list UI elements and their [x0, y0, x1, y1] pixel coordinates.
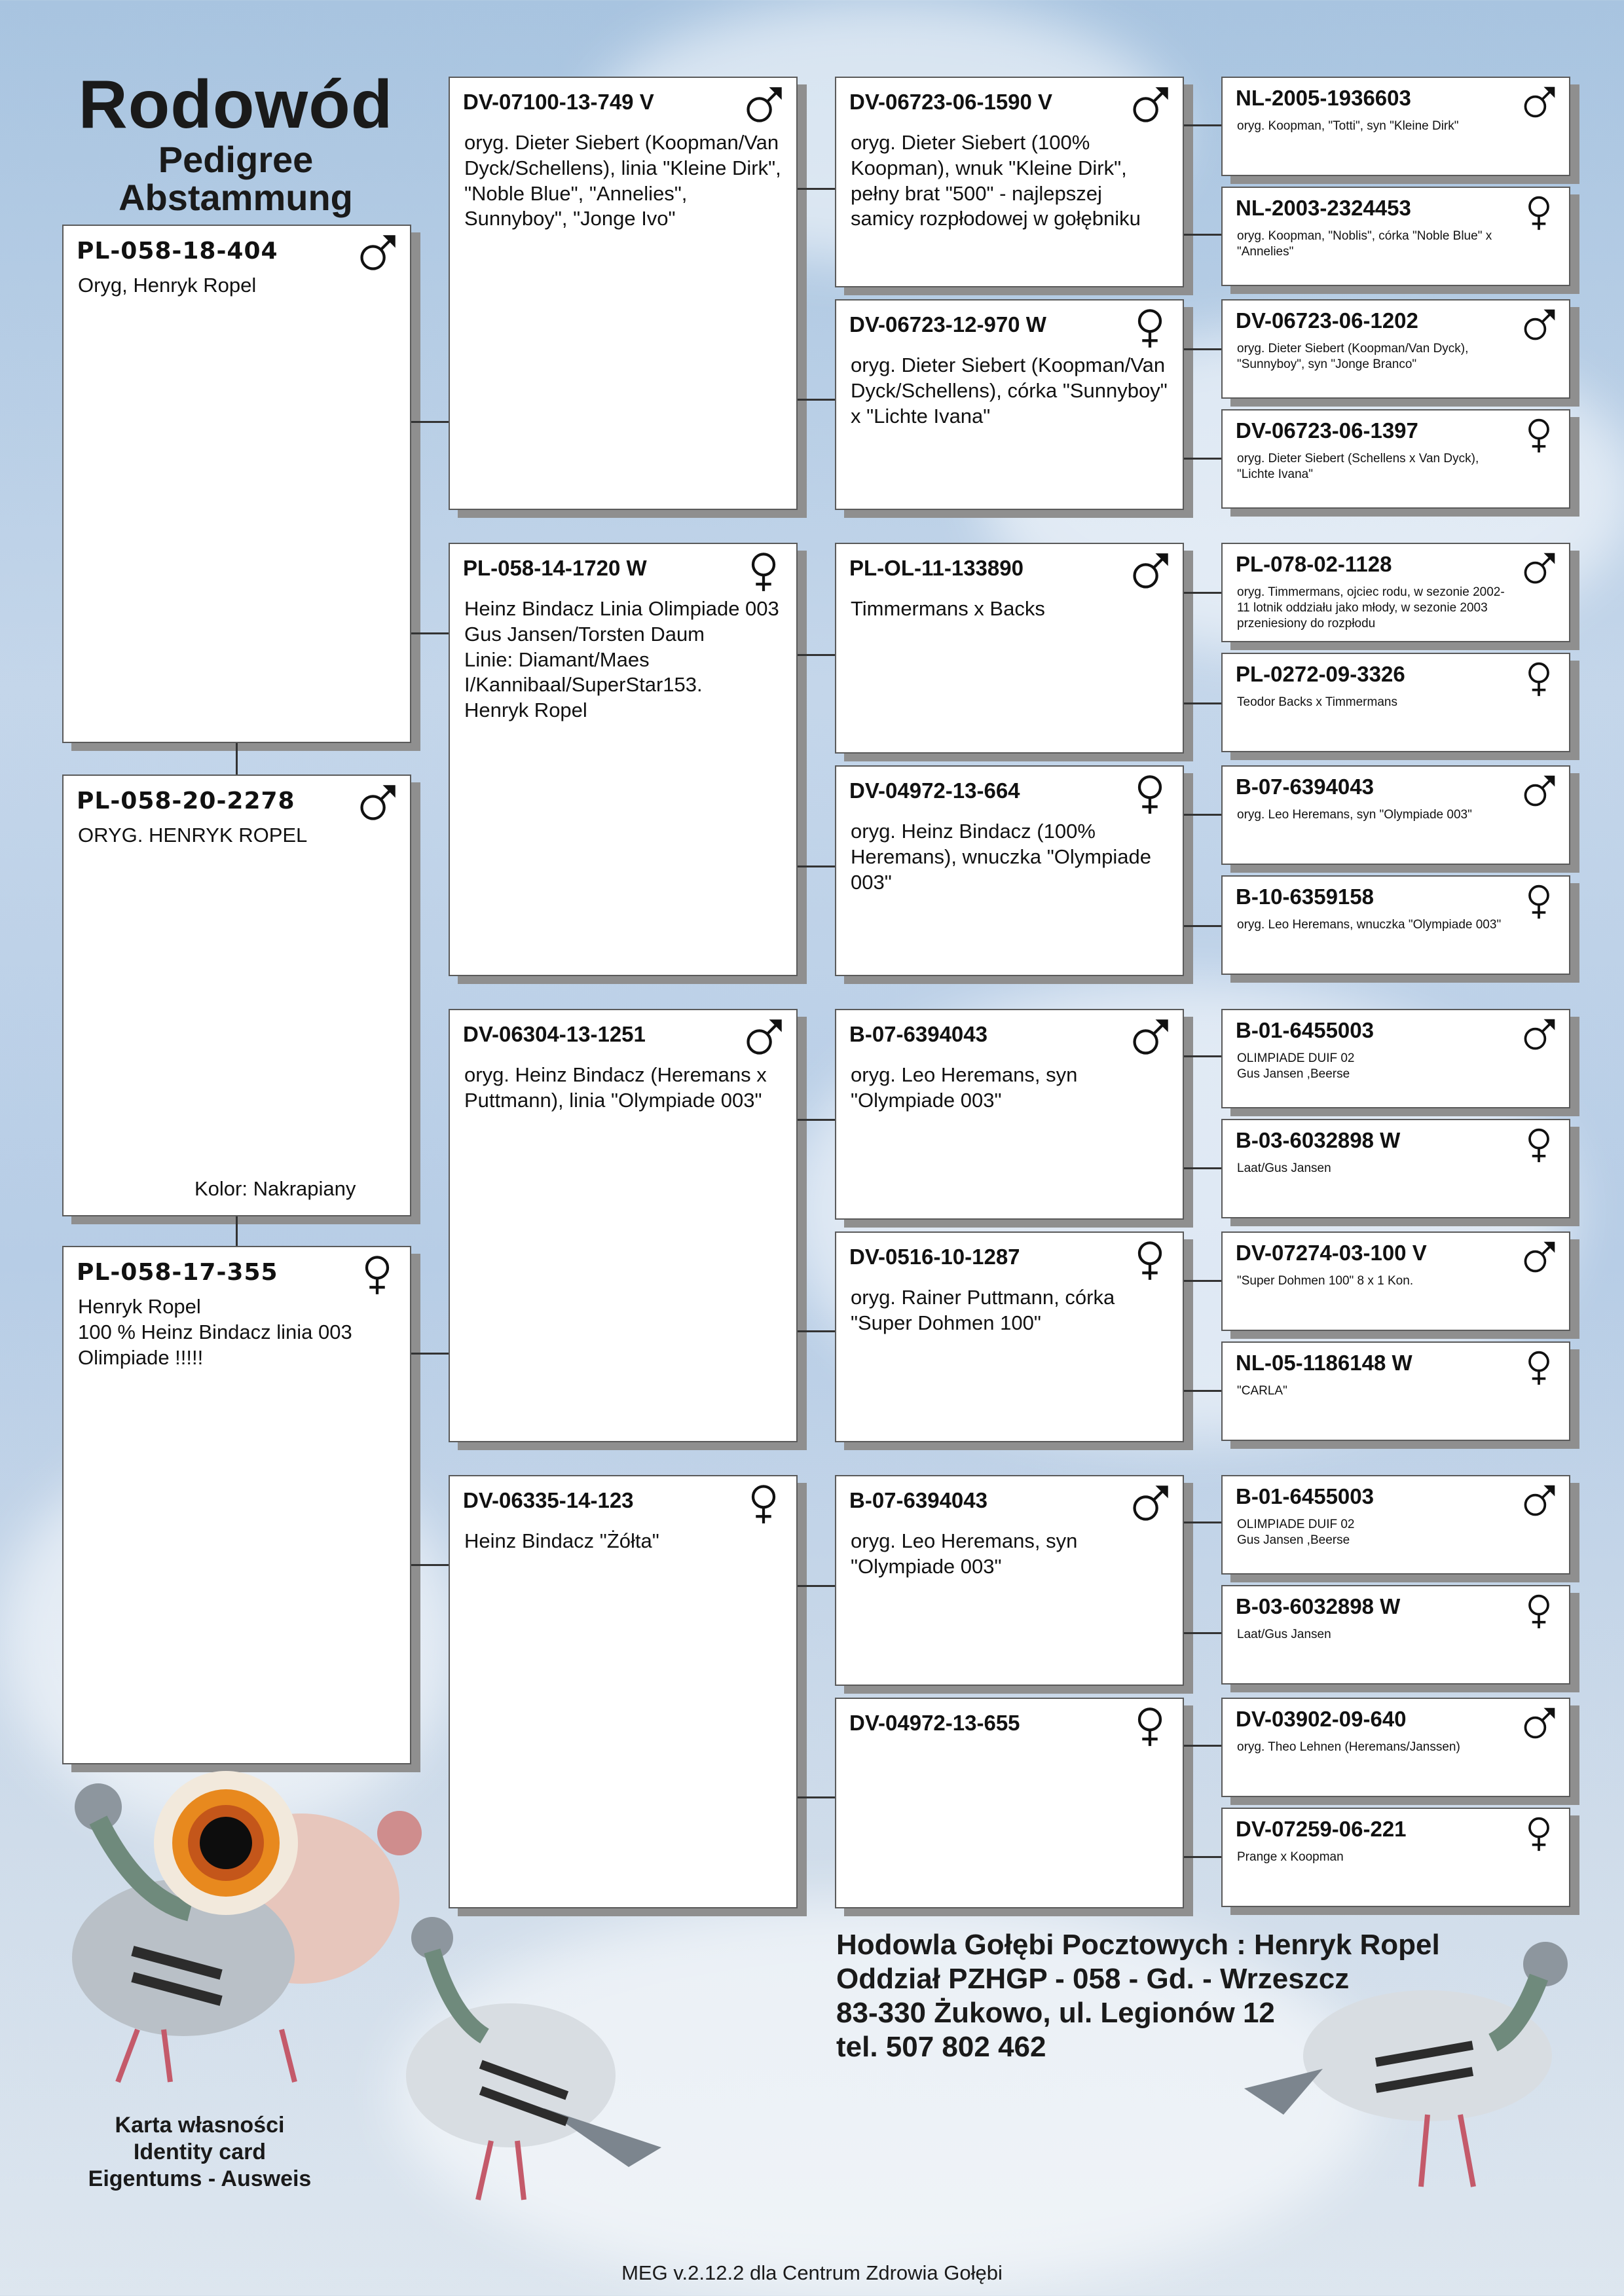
male-symbol-icon — [1521, 1483, 1557, 1523]
breeder-address — [836, 1928, 1440, 2064]
pigeon-description: oryg. Dieter Siebert (Koopman/Van Dyck), "Sunnyboy", syn "Jonge Branco" — [1237, 342, 1469, 371]
ring-number: PL-058-14-1720 W — [463, 556, 647, 580]
ring-number: DV-03902-09-640 — [1236, 1707, 1407, 1731]
pigeon-card-gen4[interactable] — [1221, 1341, 1570, 1441]
identity-line: Eigentums - Ausweis — [88, 2166, 312, 2191]
pigeon-description: ORYG. HENRYK ROPEL — [78, 824, 308, 847]
male-symbol-icon — [1129, 1017, 1171, 1062]
male-symbol-icon — [743, 1017, 784, 1062]
female-symbol-icon — [743, 1483, 784, 1528]
ring-number: B-07-6394043 — [849, 1022, 987, 1046]
connector-line — [1184, 1055, 1221, 1057]
pigeon-description: oryg. Leo Heremans, syn "Olympiade 003" — [851, 1529, 1078, 1578]
connector-line — [1184, 348, 1221, 350]
female-symbol-icon — [356, 1254, 398, 1299]
pigeon-description: OLIMPIADE DUIF 02 Gus Jansen ,Beerse — [1237, 1518, 1355, 1547]
connector-line — [1184, 458, 1221, 460]
pigeon-card-gen4[interactable] — [1221, 1698, 1570, 1797]
pigeon-card-gen4[interactable] — [1221, 1009, 1570, 1108]
ring-number: NL-2005-1936603 — [1236, 86, 1411, 110]
connector-line — [1184, 592, 1221, 594]
female-symbol-icon — [1521, 1127, 1557, 1167]
female-symbol-icon — [1521, 1349, 1557, 1389]
ring-number: DV-06723-12-970 W — [849, 312, 1046, 337]
connector-line — [798, 1796, 835, 1798]
ring-number: B-07-6394043 — [1236, 774, 1374, 799]
connector-line — [411, 632, 449, 634]
connector-line — [1184, 124, 1221, 126]
connector-line — [1184, 1280, 1221, 1282]
connector-line — [1184, 1390, 1221, 1392]
ring-number: B-07-6394043 — [849, 1488, 987, 1512]
pigeon-card-gen4[interactable] — [1221, 187, 1570, 286]
female-symbol-icon — [1521, 417, 1557, 457]
ring-number: DV-06335-14-123 — [463, 1488, 634, 1512]
pigeon-description: Prange x Koopman — [1237, 1850, 1344, 1864]
ring-number: DV-0516-10-1287 — [849, 1245, 1020, 1269]
ring-number: PL-058-20-2278 — [77, 788, 295, 814]
pigeon-description: oryg. Theo Lehnen (Heremans/Janssen) — [1237, 1740, 1460, 1754]
pigeon-description: Heinz Bindacz "Żółta" — [464, 1529, 659, 1552]
pigeon-card-gen4[interactable] — [1221, 653, 1570, 752]
ring-number: B-10-6359158 — [1236, 884, 1374, 909]
pigeon-description: oryg. Rainer Puttmann, córka "Super Dohmen 100" — [851, 1286, 1115, 1334]
male-symbol-icon — [1129, 84, 1171, 130]
pigeon-standing-illustration — [380, 1912, 668, 2213]
pigeon-description: oryg. Dieter Siebert (Koopman/Van Dyck/Schellens), linia "Kleine Dirk", "Noble Blue", "Annelies", Sunnyboy", "Jonge Ivo" — [464, 131, 781, 230]
connector-line — [1184, 1856, 1221, 1858]
connector-line — [1184, 814, 1221, 816]
connector-line — [1184, 1632, 1221, 1634]
pigeon-card-gen4[interactable] — [1221, 1475, 1570, 1575]
connector-line — [1184, 702, 1221, 704]
pigeon-card-gen3[interactable] — [835, 543, 1184, 754]
male-symbol-icon — [1521, 551, 1557, 591]
connector-line — [798, 1585, 835, 1587]
pigeon-description: oryg. Dieter Siebert (Koopman/Van Dyck/Schellens), córka "Sunnyboy" x "Lichte Ivana" — [851, 354, 1168, 428]
pigeon-card-gen4[interactable] — [1221, 1119, 1570, 1218]
identity-line: Identity card — [133, 2140, 267, 2164]
male-symbol-icon — [356, 232, 398, 278]
ring-number: DV-07259-06-221 — [1236, 1817, 1407, 1841]
ring-number: DV-06723-06-1590 V — [849, 90, 1053, 114]
connector-line — [1184, 234, 1221, 236]
pedigree-title — [52, 69, 419, 217]
pigeon-description: oryg. Leo Heremans, wnuczka "Olympiade 003" — [1237, 918, 1502, 932]
software-footer: MEG v.2.12.2 dla Centrum Zdrowia Gołębi — [621, 2261, 1003, 2284]
pigeon-description: Teodor Backs x Timmermans — [1237, 695, 1397, 709]
pigeon-card-gen3[interactable] — [835, 1475, 1184, 1686]
female-symbol-icon — [1521, 883, 1557, 923]
ring-number: NL-2003-2324453 — [1236, 196, 1411, 220]
ring-number: B-01-6455003 — [1236, 1018, 1374, 1042]
ring-number: B-01-6455003 — [1236, 1484, 1374, 1508]
ring-number: PL-058-18-404 — [77, 238, 278, 264]
ring-number: DV-06723-06-1397 — [1236, 418, 1418, 443]
connector-line — [411, 1564, 449, 1566]
female-symbol-icon — [1521, 1815, 1557, 1855]
female-symbol-icon — [1129, 307, 1171, 352]
pigeon-card-gen3[interactable] — [835, 77, 1184, 287]
breeder-line: 83-330 Żukowo, ul. Legionów 12 — [836, 1997, 1275, 2029]
ring-number: DV-07100-13-749 V — [463, 90, 654, 114]
ring-number: DV-07274-03-100 V — [1236, 1241, 1427, 1265]
connector-line — [798, 1330, 835, 1332]
pigeon-card-gen4[interactable] — [1221, 1808, 1570, 1907]
pigeon-description: "Super Dohmen 100" 8 x 1 Kon. — [1237, 1274, 1414, 1288]
male-symbol-icon — [1521, 773, 1557, 813]
pigeon-description: Laat/Gus Jansen — [1237, 1161, 1331, 1175]
ring-number: B-03-6032898 W — [1236, 1594, 1401, 1618]
pigeon-card-gen2[interactable] — [449, 543, 798, 976]
pigeon-description: oryg. Heinz Bindacz (Heremans x Puttmann), linia "Olympiade 003" — [464, 1063, 767, 1112]
female-symbol-icon — [1521, 194, 1557, 234]
pigeon-description: oryg. Leo Heremans, syn "Olympiade 003" — [851, 1063, 1078, 1112]
male-symbol-icon — [1129, 1483, 1171, 1528]
pigeon-eye-illustration — [59, 1768, 426, 2134]
pigeon-card-gen3[interactable] — [835, 1698, 1184, 1908]
pigeon-card-gen4[interactable] — [1221, 1585, 1570, 1685]
pigeon-description: oryg. Heinz Bindacz (100% Heremans), wnuczka "Olympiade 003" — [851, 820, 1151, 894]
breeder-line: Hodowla Gołębi Pocztowych : Henryk Ropel — [836, 1929, 1440, 1961]
connector-line — [798, 188, 835, 190]
pigeon-description: OLIMPIADE DUIF 02 Gus Jansen ,Beerse — [1237, 1051, 1355, 1081]
pigeon-description: oryg. Leo Heremans, syn "Olympiade 003" — [1237, 808, 1472, 822]
ring-number: NL-05-1186148 W — [1236, 1351, 1412, 1375]
male-symbol-icon — [1521, 1239, 1557, 1279]
pigeon-card-gen4[interactable] — [1221, 409, 1570, 509]
pigeon-card-gen3[interactable] — [835, 1231, 1184, 1442]
connector-line — [1184, 1522, 1221, 1523]
pigeon-card-gen3[interactable] — [835, 1009, 1184, 1220]
pigeon-description: Heinz Bindacz Linia Olimpiade 003 Gus Jansen/Torsten Daum Linie: Diamant/Maes I/Kannibaal/SuperStar153. Henryk Ropel — [464, 597, 779, 721]
male-symbol-icon — [1521, 84, 1557, 124]
pigeon-description: oryg. Dieter Siebert (100% Koopman), wnuk "Kleine Dirk", pełny brat "500" - najlepszej samicy rozpłodowej w gołębniku — [851, 131, 1141, 230]
pigeon-card-gen4[interactable] — [1221, 765, 1570, 865]
male-symbol-icon — [356, 782, 398, 828]
female-symbol-icon — [1129, 1239, 1171, 1285]
male-symbol-icon — [1129, 551, 1171, 596]
pigeon-description: oryg. Koopman, "Noblis", córka "Noble Blue" x "Annelies" — [1237, 229, 1492, 259]
pigeon-card-gen4[interactable] — [1221, 1231, 1570, 1331]
pigeon-description: Oryg, Henryk Ropel — [78, 274, 257, 297]
pigeon-card-gen4[interactable] — [1221, 875, 1570, 975]
connector-line — [411, 1353, 449, 1355]
pigeon-card-gen2[interactable] — [449, 1009, 798, 1442]
breeder-line: Oddział PZHGP - 058 - Gd. - Wrzeszcz — [836, 1963, 1350, 1995]
pigeon-card-gen2[interactable] — [449, 1475, 798, 1908]
ring-number: PL-078-02-1128 — [1236, 552, 1392, 576]
female-symbol-icon — [1129, 1705, 1171, 1751]
connector-line — [798, 866, 835, 867]
connector-line — [798, 1119, 835, 1121]
pigeon-description: Laat/Gus Jansen — [1237, 1628, 1331, 1641]
connector-line — [236, 743, 238, 774]
pigeon-description: "CARLA" — [1237, 1384, 1287, 1398]
connector-line — [798, 654, 835, 656]
pigeon-card-gen1[interactable] — [62, 225, 411, 743]
breeder-phone: tel. 507 802 462 — [836, 2031, 1046, 2063]
pigeon-description: oryg. Dieter Siebert (Schellens x Van Dyck), "Lichte Ivana" — [1237, 452, 1479, 481]
pigeon-card-gen2[interactable] — [449, 77, 798, 510]
title-main: Rodowód — [78, 67, 394, 143]
female-symbol-icon — [1521, 1593, 1557, 1633]
connector-line — [1184, 1745, 1221, 1747]
ring-number: DV-06723-06-1202 — [1236, 308, 1418, 333]
connector-line — [1184, 925, 1221, 927]
pigeon-description: Timmermans x Backs — [851, 597, 1045, 620]
male-symbol-icon — [1521, 1705, 1557, 1745]
female-symbol-icon — [1129, 773, 1171, 818]
pigeon-description: Henryk Ropel 100 % Heinz Bindacz linia 003 Olimpiade !!!!! — [78, 1295, 352, 1369]
title-sub-de: Abstammung — [119, 177, 353, 218]
male-symbol-icon — [1521, 307, 1557, 347]
pigeon-card-gen1[interactable] — [62, 1246, 411, 1764]
pigeon-card-gen3[interactable] — [835, 765, 1184, 976]
ring-number: B-03-6032898 W — [1236, 1128, 1401, 1152]
identity-line: Karta własności — [115, 2113, 285, 2138]
title-sub-en: Pedigree — [158, 139, 314, 180]
pigeon-card-gen4[interactable] — [1221, 77, 1570, 176]
ring-number: PL-OL-11-133890 — [849, 556, 1024, 580]
pigeon-description: oryg. Koopman, "Totti", syn "Kleine Dirk" — [1237, 119, 1459, 133]
male-symbol-icon — [743, 84, 784, 130]
female-symbol-icon — [743, 551, 784, 596]
ring-number: DV-04972-13-655 — [849, 1711, 1020, 1735]
connector-line — [1184, 1167, 1221, 1169]
pigeon-card-gen3[interactable] — [835, 299, 1184, 510]
connector-line — [411, 421, 449, 423]
male-symbol-icon — [1521, 1017, 1557, 1057]
pigeon-description: oryg. Timmermans, ojciec rodu, w sezonie 2002- 11 lotnik oddziału jako młody, w sezonie 2003 przeniesiony do rozpłodu — [1237, 585, 1505, 630]
ring-number: PL-058-17-355 — [77, 1259, 278, 1286]
identity-card-label — [46, 2112, 354, 2193]
ring-number: DV-04972-13-664 — [849, 778, 1020, 803]
pigeon-card-gen1[interactable] — [62, 774, 411, 1216]
pigeon-card-gen4[interactable] — [1221, 299, 1570, 399]
connector-line — [236, 1216, 238, 1246]
ring-number: PL-0272-09-3326 — [1236, 662, 1405, 686]
connector-line — [798, 399, 835, 401]
pigeon-color: Kolor: Nakrapiany — [194, 1177, 356, 1200]
ring-number: DV-06304-13-1251 — [463, 1022, 646, 1046]
pigeon-card-gen4[interactable] — [1221, 543, 1570, 642]
female-symbol-icon — [1521, 661, 1557, 701]
